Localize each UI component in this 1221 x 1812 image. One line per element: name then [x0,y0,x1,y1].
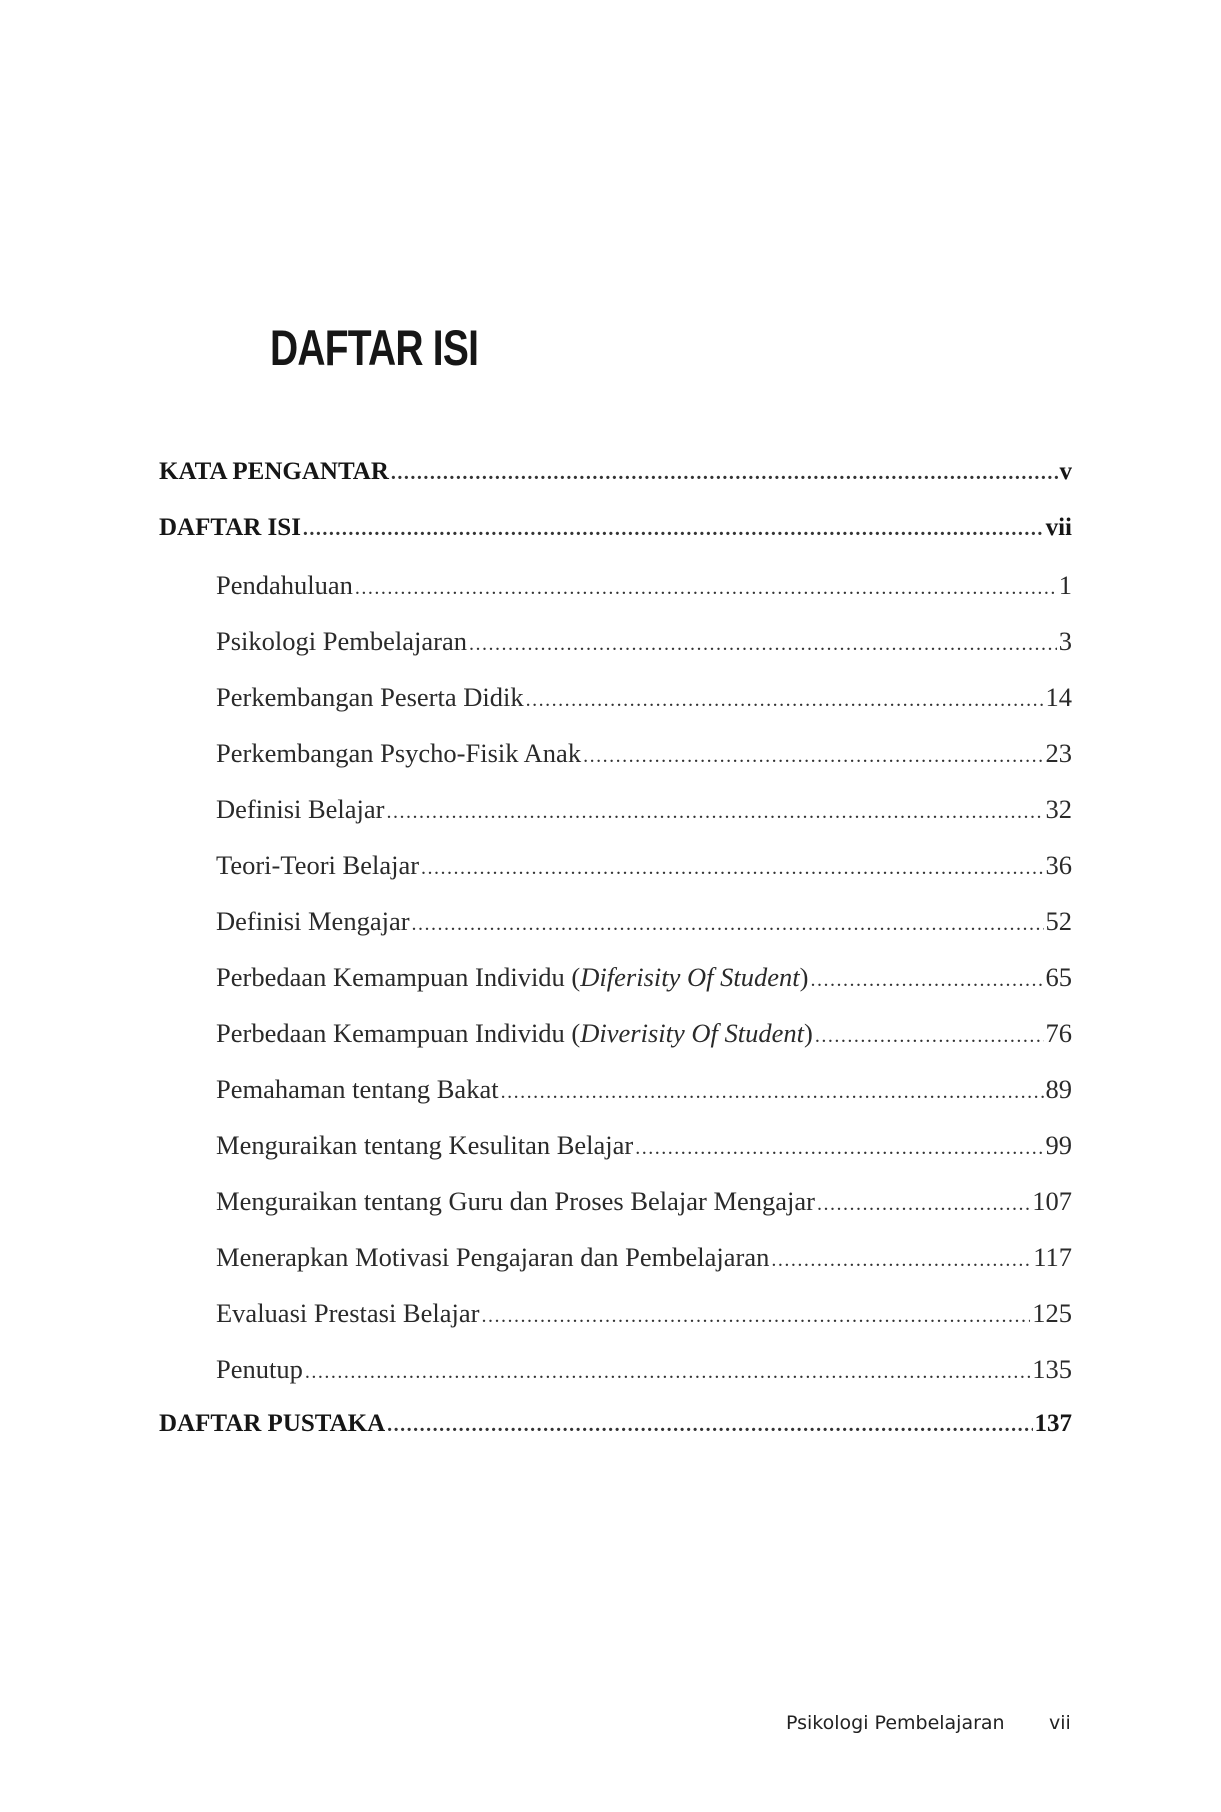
toc-entry-label [216,1298,479,1329]
toc-entry-label-text: Perkembangan Peserta Didik [216,682,524,712]
dot-leader [481,1305,1030,1328]
toc-sub-entry [159,626,1072,682]
toc-entry-page: 117 [1033,1242,1072,1272]
toc-entry-label-text: Pemahaman tentang Bakat [216,1074,499,1104]
toc-entry-label [216,850,419,881]
toc-sub-entry [159,962,1072,1018]
toc-entry-label [216,570,353,601]
toc-entry-label [216,1018,813,1049]
toc-entry-label [216,794,385,825]
toc-entry-label [216,962,808,993]
toc-entry-label-text: Definisi Belajar [216,794,385,824]
toc-sub-entry [159,682,1072,738]
toc-entry-label-text: Definisi Mengajar [216,906,410,936]
toc-entry-page: 99 [1045,1130,1072,1160]
dot-leader [817,1193,1030,1216]
toc-entry-label [216,1186,815,1217]
toc-entry-page: 65 [1045,962,1072,992]
toc-entry-page: v [1059,458,1072,485]
dot-leader [387,801,1044,824]
toc-entry-page: 23 [1045,738,1072,768]
toc-entry-label-suffix: ) [799,962,809,992]
dot-leader [526,689,1044,712]
toc-sub-entry [159,1242,1072,1298]
toc-entry-page: 137 [1034,1410,1072,1437]
dot-leader [421,857,1043,880]
running-title: Psikologi Pembelajaran [786,1712,1005,1734]
toc-entry-label-text: Pendahuluan [216,570,353,600]
toc-sub-entry [159,570,1072,626]
toc-entry-label-text: Psikologi Pembelajaran [216,626,467,656]
dot-leader [469,633,1057,656]
toc-sub-entry [159,906,1072,962]
toc-entry-label-text: DAFTAR PUSTAKA [159,1410,386,1437]
toc-entry-label-text: Perbedaan Kemampuan Individu ( [216,962,581,992]
toc-sub-entry [159,1074,1072,1130]
toc-sub-entry [159,1298,1072,1354]
page-number: vii [1049,1712,1071,1734]
dot-leader [635,1137,1043,1160]
toc-entry-label [216,1130,633,1161]
toc-entry-label-text: Menguraikan tentang Kesulitan Belajar [216,1130,634,1160]
dot-leader [412,913,1044,936]
toc-entry-label [216,1354,303,1385]
dot-leader [501,1081,1044,1104]
toc-entry-page: 32 [1045,794,1072,824]
toc-entry-label [216,682,524,713]
toc-entry-page: 52 [1045,906,1072,936]
toc-sub-entry [159,1018,1072,1074]
toc-entry-label-text: DAFTAR ISI [159,514,301,541]
toc-main-entry [159,514,1072,570]
toc-entry-label [159,514,301,542]
toc-main-entry [159,458,1072,514]
toc-entry-label-text: KATA PENGANTAR [159,458,389,485]
toc-sub-entry [159,794,1072,850]
toc-sub-entry [159,1186,1072,1242]
toc-main-entry [159,1410,1072,1466]
dot-leader [810,969,1043,992]
toc-entry-label-italic: Diferisity Of Student [580,962,800,992]
dot-leader [815,1025,1044,1048]
toc-entry-label-italic: Diverisity Of Student [580,1018,805,1048]
toc-entry-page: 125 [1032,1298,1072,1328]
toc-entry-label-text: Teori-Teori Belajar [216,850,420,880]
toc-entry-label-text: Menguraikan tentang Guru dan Proses Belajar Mengajar [216,1186,816,1216]
toc-entry-page: 76 [1045,1018,1072,1048]
toc-entry-label [216,1074,499,1105]
toc-entry-label-text: Penutup [216,1354,303,1384]
toc-entry-page: vii [1045,514,1072,541]
dot-leader [355,577,1057,600]
page-footer [786,1712,1071,1734]
toc-entry-label-text: Evaluasi Prestasi Belajar [216,1298,480,1328]
toc-entry-page: 89 [1045,1074,1072,1104]
toc-entry-label [216,906,410,937]
toc-entry-label-text: Perkembangan Psycho-Fisik Anak [216,738,582,768]
toc-entry-label [159,1410,385,1438]
toc-entry-page: 107 [1032,1186,1072,1216]
dot-leader [771,1249,1031,1272]
toc-entry-page: 135 [1032,1354,1072,1384]
toc-entry-page: 3 [1058,626,1072,656]
toc-sub-entry [159,738,1072,794]
dot-leader [391,462,1058,485]
dot-leader [583,745,1043,768]
toc-entry-label [216,738,581,769]
dot-leader [305,1361,1030,1384]
toc-entry-label-suffix: ) [804,1018,813,1048]
toc-sub-entry [159,1130,1072,1186]
toc-sub-entry [159,850,1072,906]
toc-entry-label [159,458,389,486]
toc-entry-label [216,626,467,657]
toc-entry-label-text: Perbedaan Kemampuan Individu ( [216,1018,581,1048]
toc-sub-entry [159,1354,1072,1410]
dot-leader [387,1414,1032,1437]
toc-entry-page: 36 [1045,850,1072,880]
page-title: DAFTAR ISI [270,319,479,376]
toc-entry-label [216,1242,769,1273]
dot-leader [303,518,1044,541]
toc-entry-page: 1 [1058,570,1072,600]
toc-entry-label-text: Menerapkan Motivasi Pengajaran dan Pembelajaran [216,1242,770,1272]
table-of-contents [159,458,1072,1466]
toc-entry-page: 14 [1045,682,1072,712]
